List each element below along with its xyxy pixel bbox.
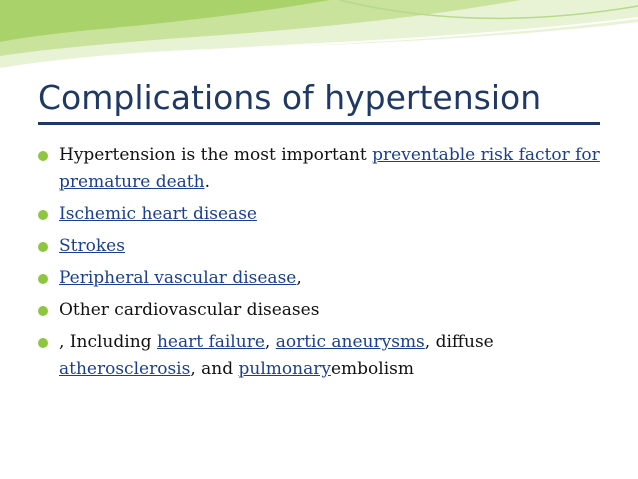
bullet-text: , diffuse <box>424 332 494 352</box>
bullet-text: Other cardiovascular diseases <box>59 300 320 320</box>
bullet-dot-icon <box>38 306 48 316</box>
bullet-text: . <box>204 172 210 192</box>
bullet-dot-icon <box>38 242 48 252</box>
hyperlink[interactable]: preventable risk factor for premature death <box>59 145 600 192</box>
bullet-text: , Including <box>59 332 157 352</box>
hyperlink[interactable]: Peripheral vascular disease <box>59 268 297 288</box>
title-underline <box>38 122 600 125</box>
bullet-dot-icon <box>38 338 48 348</box>
slide-title: Complications of hypertension <box>38 78 542 117</box>
bullet-dot-icon <box>38 151 48 161</box>
bullet-text: Hypertension is the most important <box>59 145 373 165</box>
bullet-text: , <box>264 332 276 352</box>
bullet-item <box>38 329 608 383</box>
hyperlink[interactable]: atherosclerosis <box>59 359 191 379</box>
hyperlink[interactable]: pulmonary <box>238 359 331 379</box>
bullet-dot-icon <box>38 210 48 220</box>
bullet-text: , and <box>190 359 239 379</box>
bullet-text: , <box>296 268 302 288</box>
bullet-item <box>38 265 608 292</box>
hyperlink[interactable]: aortic aneurysms <box>275 332 425 352</box>
bullet-text: embolism <box>330 359 414 379</box>
hyperlink[interactable]: Ischemic heart disease <box>59 204 257 224</box>
header-swoosh-decoration <box>0 0 638 90</box>
bullet-list <box>38 142 608 388</box>
hyperlink[interactable]: Strokes <box>59 236 125 256</box>
bullet-item <box>38 142 608 196</box>
bullet-dot-icon <box>38 274 48 284</box>
bullet-item <box>38 297 608 324</box>
bullet-item <box>38 201 608 228</box>
hyperlink[interactable]: heart failure <box>156 332 265 352</box>
bullet-item <box>38 233 608 260</box>
